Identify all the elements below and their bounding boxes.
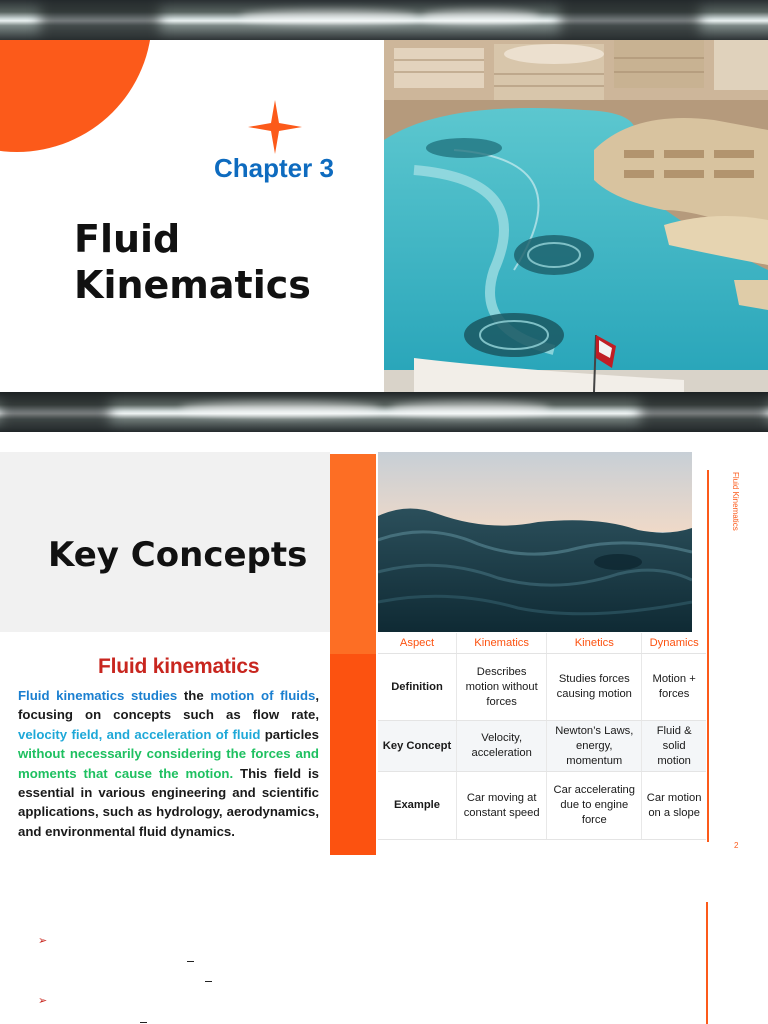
vertical-footer-label: Fluid Kinematics <box>731 472 740 531</box>
definition-paragraph <box>18 686 319 841</box>
title-line-2: Kinematics <box>74 263 311 307</box>
table-cell: Fluid & solid motion <box>642 721 706 772</box>
aerial-fountain-photo <box>384 40 768 392</box>
orange-accent-bar-top <box>330 454 376 654</box>
right-accent-line <box>707 470 709 842</box>
title-panel <box>0 40 384 392</box>
table-row <box>378 654 706 721</box>
slide-title <box>74 216 311 308</box>
page-number: 2 <box>734 841 739 850</box>
table-cell: Describes motion without forces <box>457 654 547 721</box>
column-header: Kinematics <box>457 633 547 654</box>
table-cell: Studies forces causing motion <box>547 654 642 721</box>
bullet-arrow-icon: ➢ <box>38 934 48 947</box>
section-heading: Fluid kinematics <box>98 655 260 678</box>
dash-mark <box>205 981 212 982</box>
table-cell: Motion + forces <box>642 654 706 721</box>
row-header: Example <box>378 772 457 840</box>
bullet-arrow-icon: ➢ <box>38 994 48 1007</box>
orange-corner-circle <box>0 40 152 152</box>
slide-1 <box>0 0 768 432</box>
four-point-star-icon <box>248 100 302 154</box>
para-segment: , focusing on concepts such as flow rate, <box>18 688 320 723</box>
ocean-waves-photo <box>378 452 692 632</box>
right-accent-line-lower <box>706 902 708 1024</box>
dash-mark <box>187 961 194 962</box>
table-cell: Newton’s Laws, energy, momentum <box>547 721 642 772</box>
para-segment: Fluid kinematics studies <box>18 688 178 703</box>
orange-accent-bar-bottom <box>330 654 376 855</box>
table-header-row <box>378 633 706 654</box>
bottom-decorative-streak <box>0 392 768 432</box>
comparison-table <box>378 633 706 840</box>
para-segment: without necessarily considering the forces and moments that cause the motion. <box>18 746 319 781</box>
table-row <box>378 721 706 772</box>
para-segment: motion of fluids <box>210 688 316 703</box>
dash-mark <box>140 1022 147 1023</box>
column-header: Dynamics <box>642 633 706 654</box>
title-line-1: Fluid <box>74 217 181 261</box>
table-row <box>378 772 706 840</box>
para-segment: This field is essential in various engineering and scientific applications, such as hydrology, aerodynamics, and environmental fluid dynamics. <box>18 765 319 839</box>
table-cell: Velocity, acceleration <box>457 721 547 772</box>
top-decorative-streak <box>0 0 768 40</box>
table-cell: Car accelerating due to engine force <box>547 772 642 840</box>
chapter-label: Chapter 3 <box>214 153 334 183</box>
column-header: Aspect <box>378 633 457 654</box>
para-segment: velocity field, and acceleration of fluid <box>18 726 261 742</box>
table-cell: Car moving at constant speed <box>457 772 547 840</box>
table-cell: Car motion on a slope <box>642 772 706 840</box>
slide-2 <box>0 432 768 1024</box>
key-concepts-heading: Key Concepts <box>48 535 308 575</box>
para-segment: the <box>177 688 211 703</box>
column-header: Kinetics <box>547 633 642 654</box>
para-segment: particles <box>260 726 319 742</box>
row-header: Key Concept <box>378 721 457 772</box>
row-header: Definition <box>378 654 457 721</box>
